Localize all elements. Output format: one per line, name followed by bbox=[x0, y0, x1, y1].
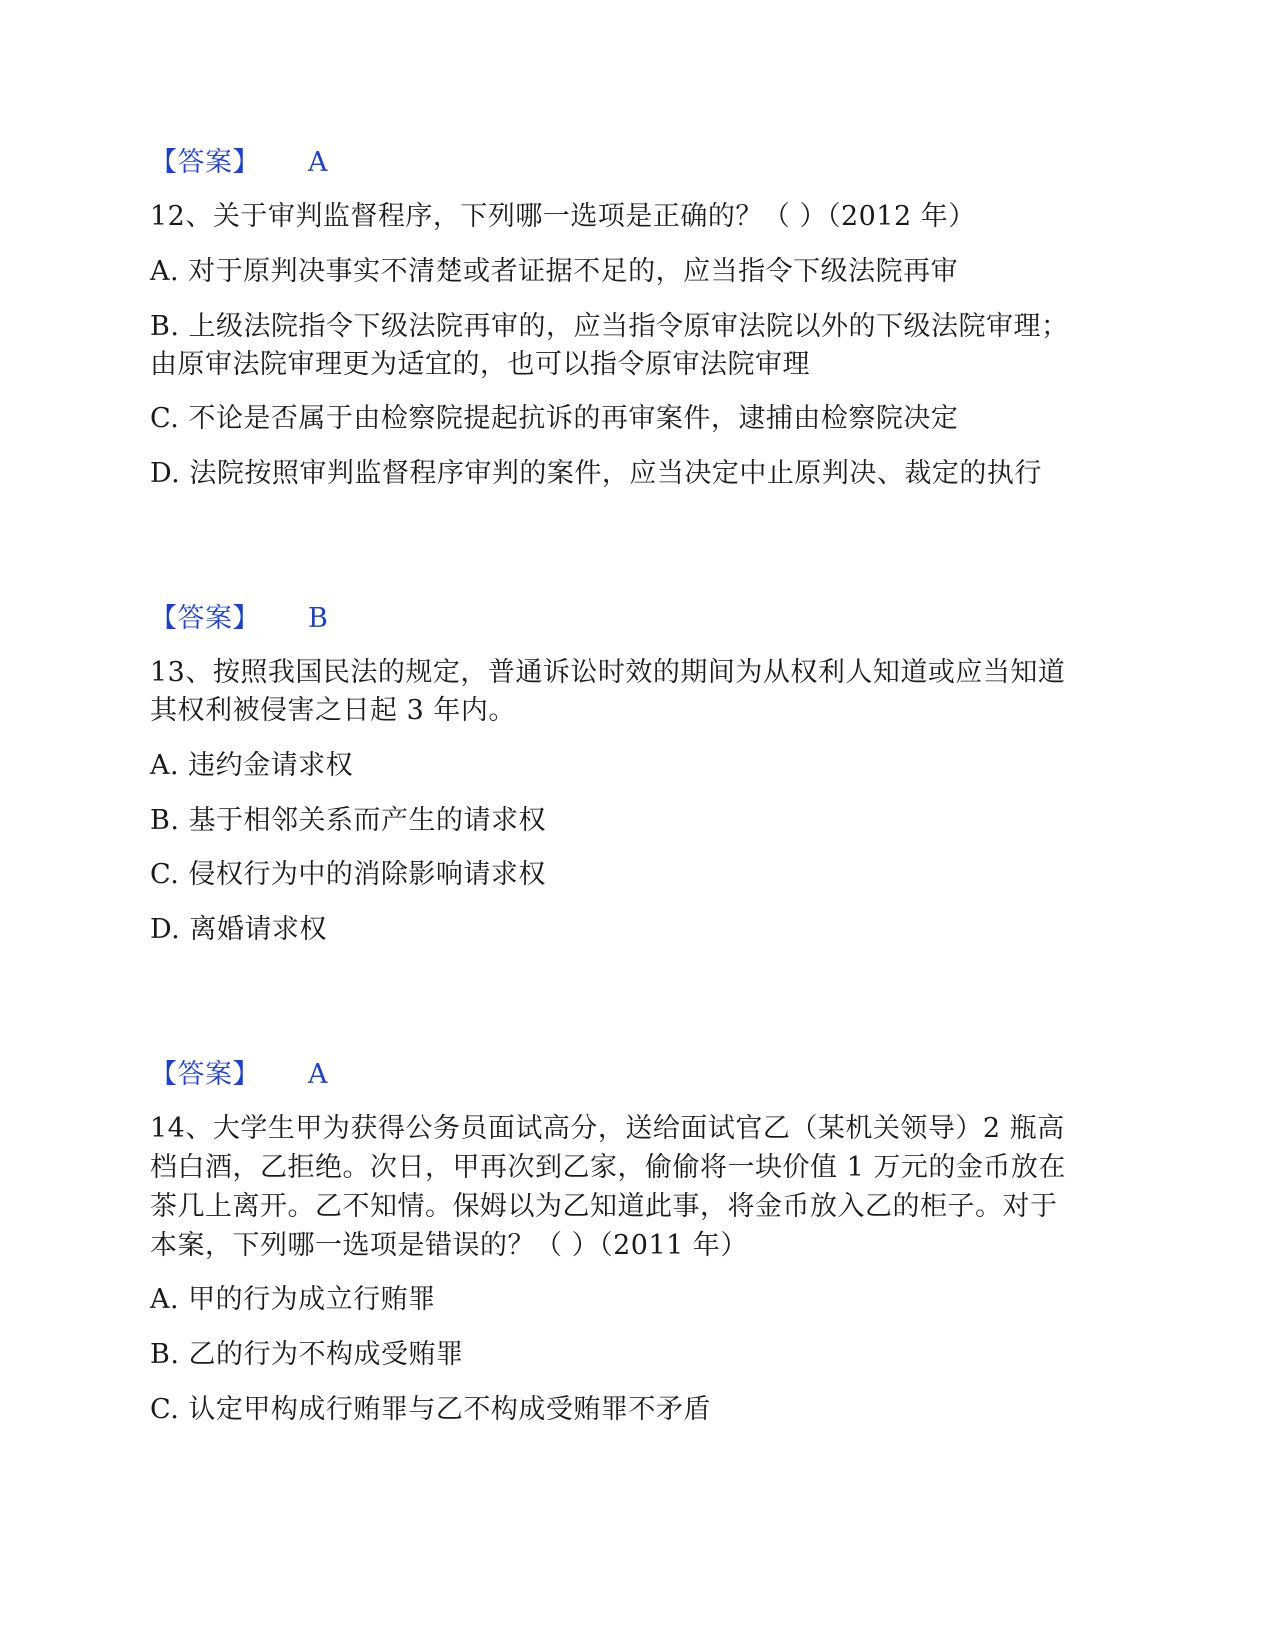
question-12-option-b-line-1: B. 上级法院指令下级法院再审的，应当指令原审法院以外的下级法院审理； bbox=[150, 311, 1069, 342]
question-14-option-c: C. 认定甲构成行贿罪与乙不构成受贿罪不矛盾 bbox=[150, 1394, 711, 1425]
answer-label: 【答案】 bbox=[150, 603, 260, 634]
question-12-option-c: C. 不论是否属于由检察院提起抗诉的再审案件，逮捕由检察院决定 bbox=[150, 403, 959, 434]
answer-label: 【答案】 bbox=[150, 1059, 260, 1090]
answer-value: A bbox=[308, 1059, 328, 1090]
question-14-line-3: 茶几上离开。乙不知情。保姆以为乙知道此事，将金币放入乙的柜子。对于 bbox=[150, 1191, 1058, 1222]
question-14-option-b: B. 乙的行为不构成受贿罪 bbox=[150, 1339, 464, 1370]
answer-line bbox=[150, 1058, 328, 1092]
answer-label: 【答案】 bbox=[150, 147, 260, 178]
question-14-line-2: 档白酒，乙拒绝。次日，甲再次到乙家，偷偷将一块价值 1 万元的金币放在 bbox=[150, 1152, 1066, 1183]
question-14-line-1: 14、大学生甲为获得公务员面试高分，送给面试官乙（某机关领导）2 瓶高 bbox=[150, 1113, 1065, 1144]
question-12-option-a: A. 对于原判决事实不清楚或者证据不足的，应当指令下级法院再审 bbox=[150, 256, 959, 287]
question-13-line-2: 其权利被侵害之日起 3 年内。 bbox=[150, 695, 516, 726]
question-13-option-d: D. 离婚请求权 bbox=[150, 914, 327, 945]
question-14-line-4: 本案，下列哪一选项是错误的？（ ）（2011 年） bbox=[150, 1230, 748, 1261]
question-13-option-c: C. 侵权行为中的消除影响请求权 bbox=[150, 859, 546, 890]
question-13-line-1: 13、按照我国民法的规定，普通诉讼时效的期间为从权利人知道或应当知道 bbox=[150, 657, 1066, 688]
question-12-option-d: D. 法院按照审判监督程序审判的案件，应当决定中止原判决、裁定的执行 bbox=[150, 458, 1042, 489]
question-12-line-1: 12、关于审判监督程序，下列哪一选项是正确的？（ ）（2012 年） bbox=[150, 201, 976, 232]
question-13-option-b: B. 基于相邻关系而产生的请求权 bbox=[150, 805, 547, 836]
answer-value: B bbox=[308, 603, 329, 634]
question-14-option-a: A. 甲的行为成立行贿罪 bbox=[150, 1284, 436, 1315]
answer-value: A bbox=[308, 147, 328, 178]
question-12-option-b-line-2: 由原审法院审理更为适宜的，也可以指令原审法院审理 bbox=[150, 349, 810, 380]
answer-line bbox=[150, 146, 328, 180]
question-13-option-a: A. 违约金请求权 bbox=[150, 750, 354, 781]
answer-line bbox=[150, 602, 328, 636]
